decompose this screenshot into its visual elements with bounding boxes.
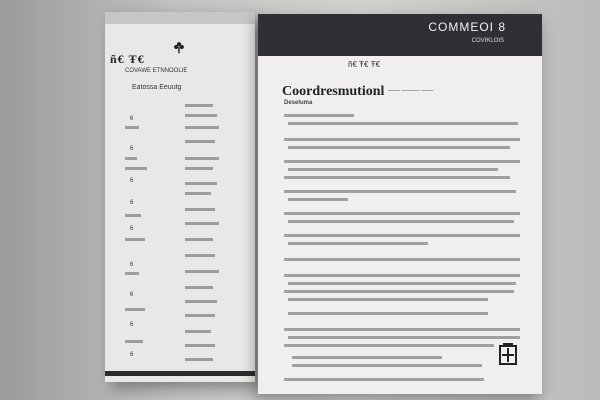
- text-line: [185, 208, 215, 211]
- text-line: [125, 167, 147, 170]
- text-line: [125, 157, 137, 160]
- text-line: [185, 192, 211, 195]
- text-line: [292, 364, 482, 367]
- text-line: [185, 270, 219, 273]
- text-line: [185, 114, 217, 117]
- text-line: [125, 238, 145, 241]
- text-line: [284, 290, 514, 293]
- text-line: [284, 138, 520, 141]
- seal-stamp-icon: [497, 342, 519, 366]
- text-line: [284, 160, 520, 163]
- text-line: [288, 312, 488, 315]
- text-line: [185, 344, 215, 347]
- text-line: [288, 282, 516, 285]
- text-line: [185, 104, 213, 107]
- brand-name: COMMEOI 8: [428, 20, 506, 34]
- text-line: [185, 300, 217, 303]
- text-line: [185, 358, 213, 361]
- text-line: [125, 214, 141, 217]
- text-line: [125, 340, 143, 343]
- left-number: 6: [130, 226, 134, 232]
- left-page-title: ñ€ Ŧ€: [110, 52, 145, 66]
- text-line: [284, 212, 520, 215]
- text-line: [185, 238, 213, 241]
- text-line: [185, 182, 217, 185]
- text-line: [284, 274, 520, 277]
- document-title: Coordresmutionl: [282, 84, 385, 99]
- text-line: [125, 308, 145, 311]
- document-subheading: ñ€ Ŧ€ Ŧ€: [348, 60, 381, 69]
- text-line: [288, 242, 428, 245]
- text-line: [284, 378, 484, 381]
- text-line: [125, 126, 139, 129]
- left-number: 6: [130, 292, 134, 298]
- text-line: [125, 272, 139, 275]
- text-line: [185, 140, 215, 143]
- document-tag: Deseluma: [284, 100, 313, 106]
- left-number: 6: [130, 178, 134, 184]
- text-line: [288, 336, 520, 339]
- left-page-section: Eatossa Eeuutg: [132, 84, 182, 91]
- left-page-top-band: [105, 12, 255, 24]
- text-line: [185, 330, 211, 333]
- text-line: [292, 356, 442, 359]
- text-line: [288, 168, 498, 171]
- text-line: [185, 314, 215, 317]
- text-line: [185, 286, 213, 289]
- text-line: [288, 220, 514, 223]
- text-line: [288, 146, 510, 149]
- text-line: [284, 176, 510, 179]
- text-line: [284, 234, 520, 237]
- text-line: [288, 298, 488, 301]
- left-page-bottom-band: [105, 371, 255, 376]
- left-number: 6: [130, 200, 134, 206]
- text-line: [284, 258, 520, 261]
- document-title-note: —— ——— ——: [388, 88, 434, 94]
- text-line: [288, 198, 348, 201]
- right-document-page: [258, 14, 542, 394]
- text-line: [284, 344, 494, 347]
- text-line: [284, 114, 354, 117]
- text-line: [185, 222, 219, 225]
- left-page-subtitle: COVAWE ETNNOOLIE: [125, 68, 188, 74]
- text-line: [288, 122, 518, 125]
- text-line: [185, 167, 213, 170]
- brand-subtitle: COVIKLOIS: [471, 38, 504, 44]
- logo-icon: [172, 40, 186, 54]
- left-number: 6: [130, 146, 134, 152]
- text-line: [185, 254, 215, 257]
- left-number: 6: [130, 352, 134, 358]
- text-line: [185, 126, 219, 129]
- left-number: 6: [130, 262, 134, 268]
- text-line: [185, 157, 219, 160]
- text-line: [284, 190, 516, 193]
- document-header: [258, 14, 542, 56]
- left-number: 6: [130, 116, 134, 122]
- left-number: 6: [130, 322, 134, 328]
- text-line: [284, 328, 520, 331]
